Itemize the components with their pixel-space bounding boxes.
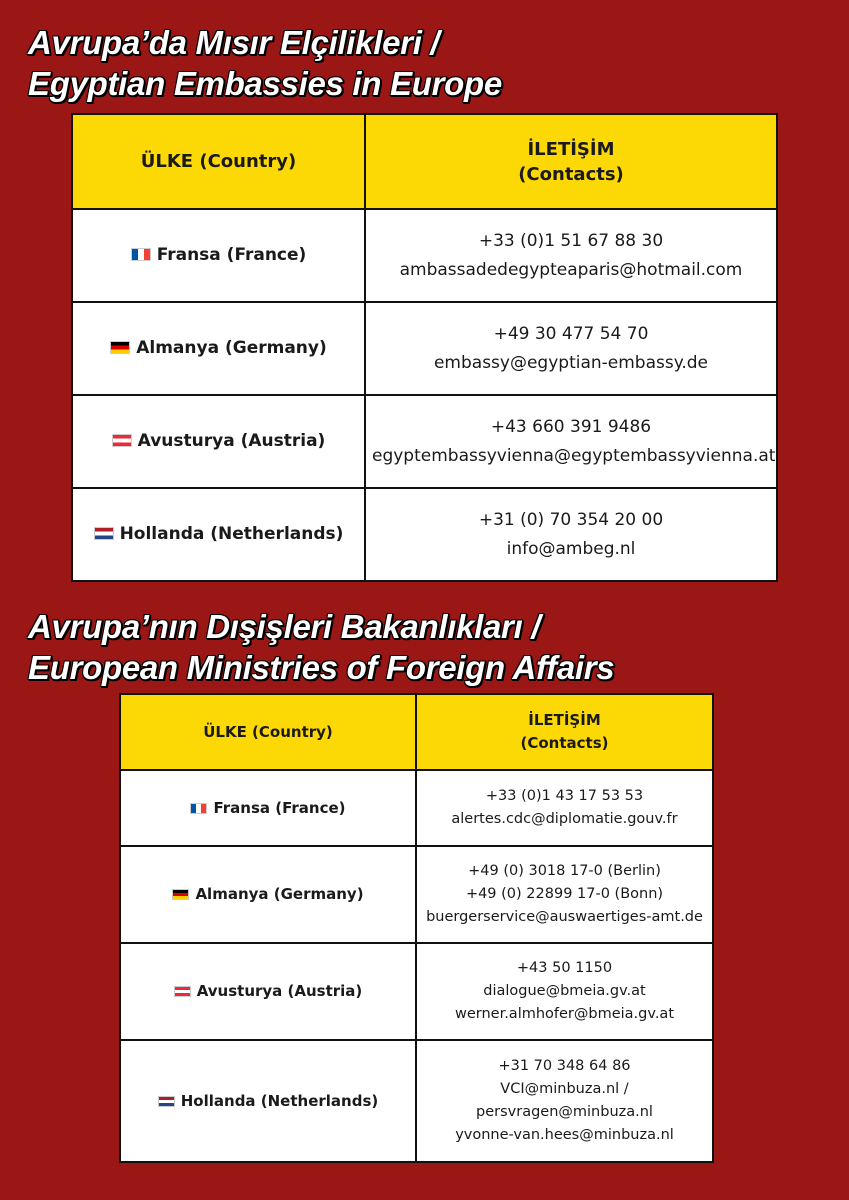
- table-row: [120, 1040, 713, 1162]
- embassies-title-english: Egyptian Embassies in Europe: [28, 65, 502, 102]
- phone-number: +43 50 1150: [516, 960, 613, 976]
- email-address: buergerservice@auswaertiges-amt.de: [426, 909, 703, 925]
- contacts-column-header: [365, 114, 777, 209]
- phone-number: +31 (0) 70 354 20 00: [478, 509, 664, 530]
- table-header-row: [72, 114, 777, 209]
- country-name: Avusturya (Austria): [196, 982, 363, 1000]
- contacts-cell: [416, 943, 713, 1040]
- country-cell: [120, 943, 416, 1040]
- email-address: persvragen@minbuza.nl: [476, 1104, 653, 1120]
- country-cell: [120, 1040, 416, 1162]
- phone-number: +33 (0)1 43 17 53 53: [485, 788, 644, 804]
- contacts-cell: [416, 846, 713, 943]
- contacts-header-turkish: İLETİŞİM: [527, 138, 615, 160]
- country-cell: [72, 302, 365, 395]
- email-address: alertes.cdc@diplomatie.gouv.fr: [451, 811, 678, 827]
- germany-flag-icon: [172, 889, 189, 900]
- country-name: Almanya (Germany): [195, 885, 364, 903]
- embassies-table: [71, 113, 778, 582]
- embassies-title: [28, 22, 502, 104]
- table-row: [72, 302, 777, 395]
- table-row: [72, 488, 777, 581]
- contacts-header-english: (Contacts): [518, 163, 624, 185]
- country-cell: [72, 488, 365, 581]
- country-name: Hollanda (Netherlands): [119, 524, 344, 544]
- phone-number: +33 (0)1 51 67 88 30: [478, 230, 664, 251]
- contacts-cell: [365, 488, 777, 581]
- austria-flag-icon: [174, 986, 191, 997]
- email-address: yvonne-van.hees@minbuza.nl: [455, 1127, 674, 1143]
- country-name: Almanya (Germany): [136, 338, 327, 358]
- phone-number: +31 70 348 64 86: [498, 1058, 631, 1074]
- phone-number: +49 (0) 3018 17-0 (Berlin): [468, 863, 661, 879]
- email-address: dialogue@bmeia.gv.at: [483, 983, 646, 999]
- country-column-header: ÜLKE (Country): [72, 114, 365, 209]
- email-address: info@ambeg.nl: [506, 538, 636, 559]
- email-address: ambassadedegypteaparis@hotmail.com: [399, 259, 743, 280]
- germany-flag-icon: [110, 341, 130, 354]
- contacts-cell: [416, 1040, 713, 1162]
- table-row: [120, 770, 713, 846]
- country-cell: [72, 395, 365, 488]
- ministries-table: [119, 693, 714, 1163]
- table-row: [120, 846, 713, 943]
- table-header-row: [120, 694, 713, 770]
- austria-flag-icon: [112, 434, 132, 447]
- contacts-cell: [416, 770, 713, 846]
- france-flag-icon: [131, 248, 151, 261]
- ministries-title-english: European Ministries of Foreign Affairs: [28, 649, 615, 686]
- table-row: [72, 209, 777, 302]
- country-column-header: ÜLKE (Country): [120, 694, 416, 770]
- country-cell: [120, 846, 416, 943]
- contacts-cell: [365, 395, 777, 488]
- ministries-title-turkish: Avrupa’nın Dışişleri Bakanlıkları /: [28, 608, 541, 645]
- france-flag-icon: [190, 803, 207, 814]
- contacts-cell: [365, 302, 777, 395]
- email-address: werner.almhofer@bmeia.gv.at: [454, 1006, 675, 1022]
- contacts-header-english: (Contacts): [520, 734, 609, 752]
- country-name: Avusturya (Austria): [137, 431, 326, 451]
- contacts-column-header: [416, 694, 713, 770]
- email-address: embassy@egyptian-embassy.de: [433, 352, 709, 373]
- country-cell: [120, 770, 416, 846]
- contacts-cell: [365, 209, 777, 302]
- phone-number: +49 30 477 54 70: [493, 323, 649, 344]
- phone-number: +49 (0) 22899 17-0 (Bonn): [465, 886, 664, 902]
- table-row: [120, 943, 713, 1040]
- netherlands-flag-icon: [94, 527, 114, 540]
- email-address: VCI@minbuza.nl /: [500, 1081, 629, 1097]
- netherlands-flag-icon: [158, 1096, 175, 1107]
- contacts-header-turkish: İLETİŞİM: [528, 711, 601, 729]
- phone-number: +43 660 391 9486: [490, 416, 652, 437]
- ministries-title: [28, 606, 614, 688]
- email-address: egyptembassyvienna@egyptembassyvienna.at: [372, 445, 776, 466]
- country-name: Hollanda (Netherlands): [180, 1091, 379, 1110]
- country-name: Fransa (France): [156, 245, 307, 265]
- country-cell: [72, 209, 365, 302]
- table-row: [72, 395, 777, 488]
- embassies-title-turkish: Avrupa’da Mısır Elçilikleri /: [28, 24, 440, 61]
- country-name: Fransa (France): [213, 798, 346, 817]
